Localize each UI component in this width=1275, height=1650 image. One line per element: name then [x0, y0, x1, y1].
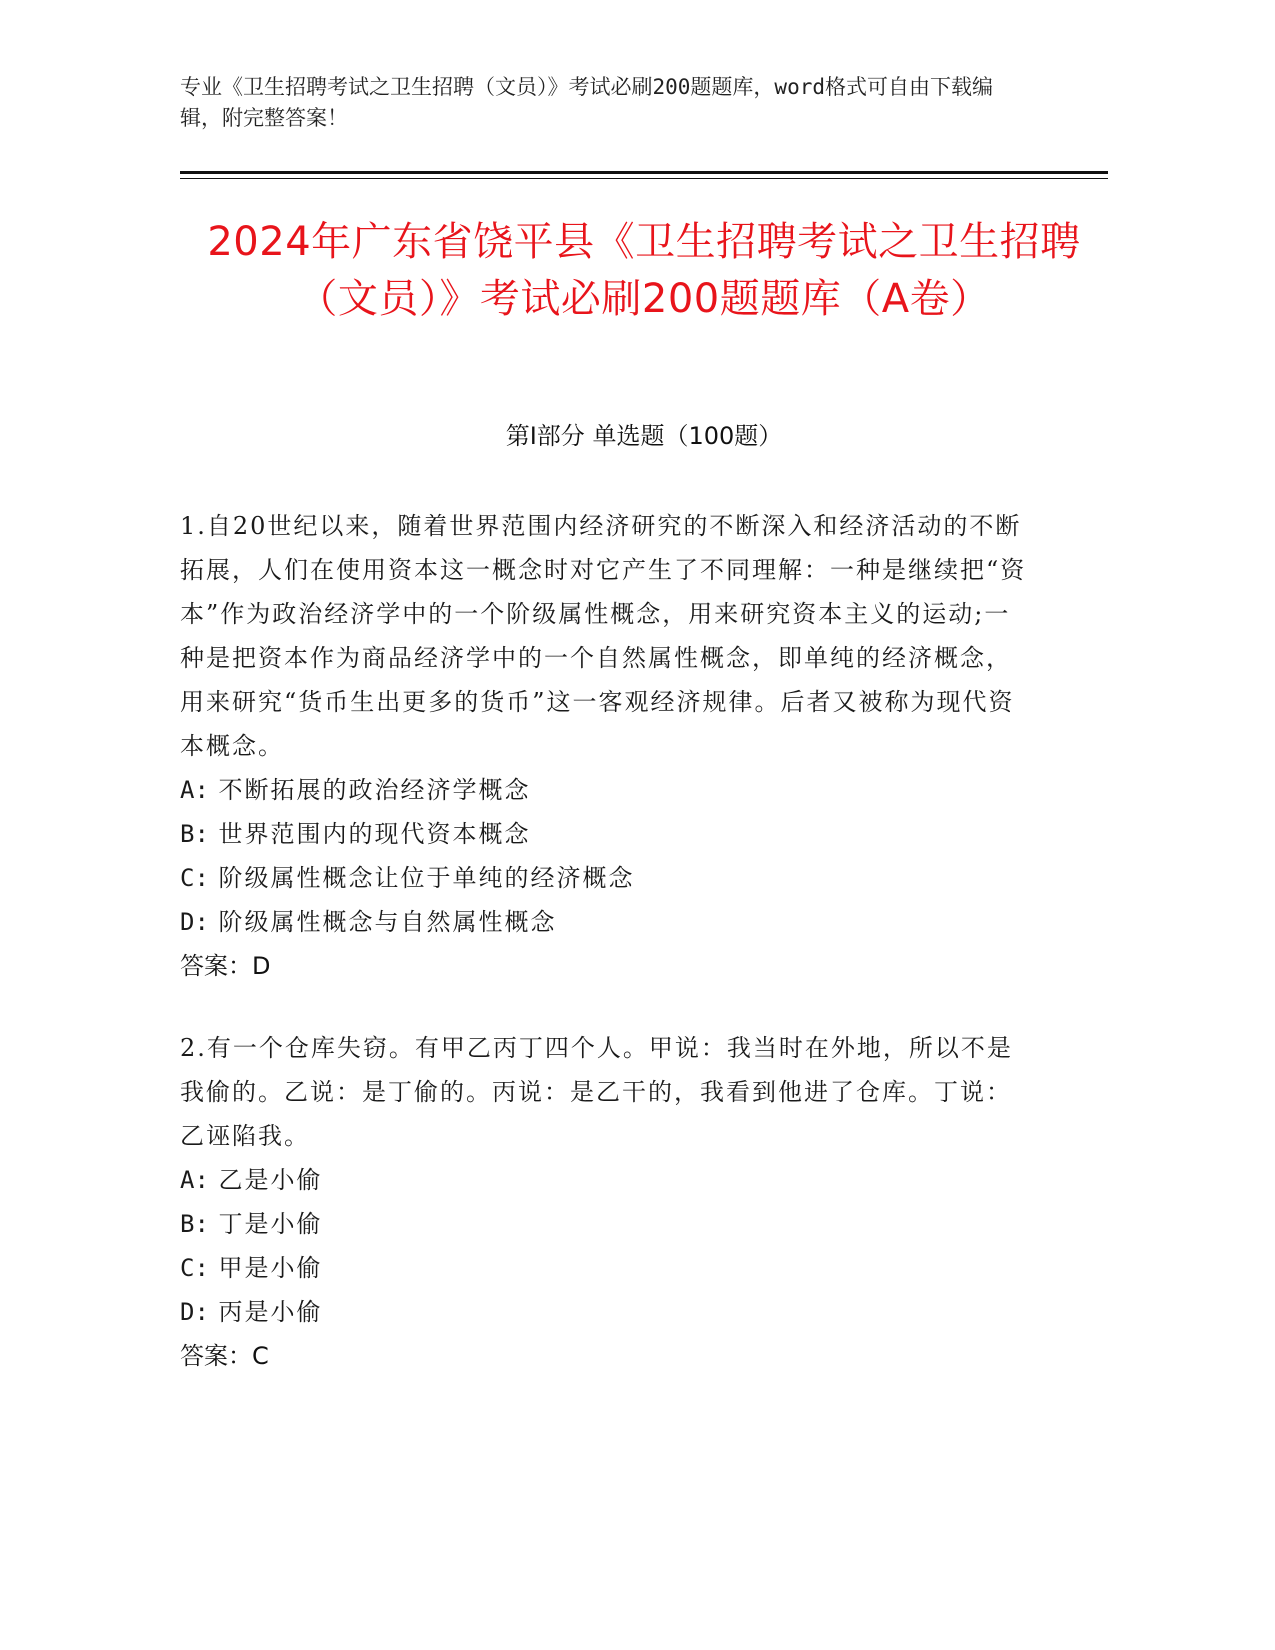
option-letter: B:: [180, 1210, 209, 1238]
option-letter: D:: [180, 1298, 209, 1326]
option-letter: A:: [180, 1166, 209, 1194]
option-d: [180, 1290, 1030, 1334]
header-note: 专业《卫生招聘考试之卫生招聘（文员）》考试必刷200题题库，word格式可自由下载编辑，附完整答案！: [180, 75, 993, 130]
option-text: 阶级属性概念与自然属性概念: [218, 908, 557, 936]
answer-label: 答案：D: [180, 952, 271, 980]
option-letter: D:: [180, 908, 209, 936]
section-heading: 第Ⅰ部分 单选题（100题）: [505, 422, 783, 450]
option-text: 甲是小偷: [218, 1254, 323, 1282]
header-rule-thick: [180, 171, 1108, 174]
question-2: [180, 1026, 1030, 1378]
option-a: [180, 1158, 1030, 1202]
option-c: [180, 856, 1030, 900]
option-letter: C:: [180, 864, 209, 892]
header-rule-thin: [180, 178, 1108, 179]
option-text: 丁是小偷: [218, 1210, 323, 1238]
option-b: [180, 1202, 1030, 1246]
option-text: 阶级属性概念让位于单纯的经济概念: [218, 864, 635, 892]
option-text: 乙是小偷: [218, 1166, 323, 1194]
question-1: [180, 504, 1030, 988]
document-title: 2024年广东省饶平县《卫生招聘考试之卫生招聘（文员）》考试必刷200题题库（A卷）: [207, 219, 1081, 322]
option-a: [180, 768, 1030, 812]
question-stem: 2.有一个仓库失窃。有甲乙丙丁四个人。甲说：我当时在外地，所以不是我偷的。乙说：是丁偷的。丙说：是乙干的，我看到他进了仓库。丁说：乙诬陷我。: [180, 1034, 1013, 1150]
option-d: [180, 900, 1030, 944]
option-text: 丙是小偷: [218, 1298, 323, 1326]
option-text: 世界范围内的现代资本概念: [218, 820, 531, 848]
option-letter: B:: [180, 820, 209, 848]
option-c: [180, 1246, 1030, 1290]
option-text: 不断拓展的政治经济学概念: [218, 776, 531, 804]
answer-label: 答案：C: [180, 1342, 269, 1370]
option-b: [180, 812, 1030, 856]
question-stem: 1.自20世纪以来，随着世界范围内经济研究的不断深入和经济活动的不断拓展，人们在使用资本这一概念时对它产生了不同理解：一种是继续把“资本”作为政治经济学中的一个阶级属性概念，用来研究资本主义的运动;一种是把资本作为商品经济学中的一个自然属性概念，即单纯的经济概念，用来研究“货币生出更多的货币”这一客观经济规律。后者又被称为现代资本概念。: [180, 512, 1027, 760]
option-letter: A:: [180, 776, 209, 804]
option-letter: C:: [180, 1254, 209, 1282]
